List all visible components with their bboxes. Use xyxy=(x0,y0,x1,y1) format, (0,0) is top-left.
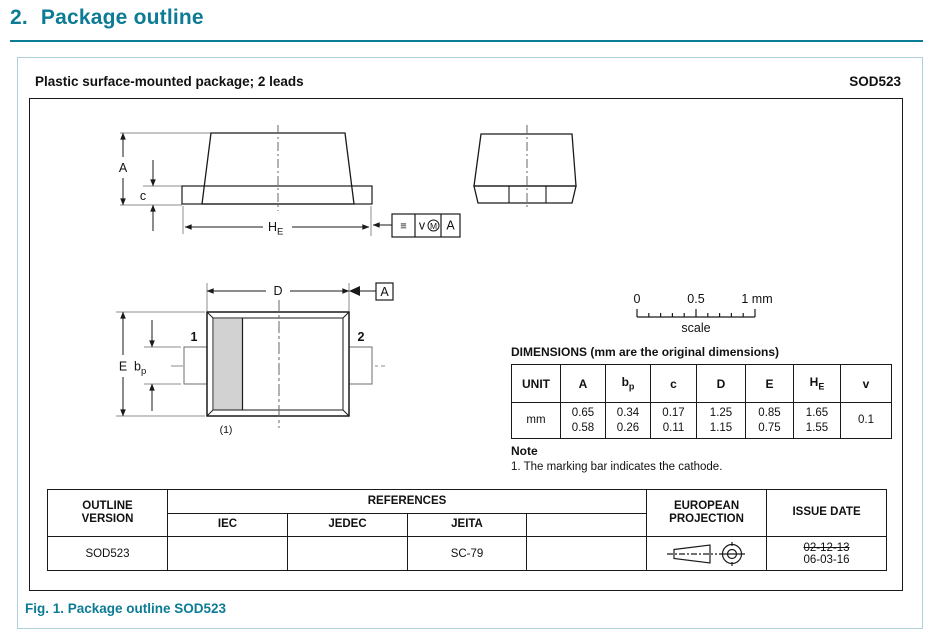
figure-subtitle: Plastic surface-mounted package; 2 leads xyxy=(35,74,304,89)
cell-iec xyxy=(168,537,288,571)
header-references: REFERENCES xyxy=(168,490,647,514)
marking-bar xyxy=(214,319,242,410)
issue-date-new: 06-03-16 xyxy=(803,553,850,566)
datum-a-letter: A xyxy=(380,285,389,299)
header-jedec: JEDEC xyxy=(288,514,408,537)
col-header-he: $H_E$ xyxy=(794,365,841,403)
cell-jedec xyxy=(288,537,408,571)
value-cell-he: 1.65 1.55 xyxy=(794,403,841,439)
section-title-text: Package outline xyxy=(40,6,204,29)
datum-a-flag xyxy=(349,283,393,300)
value-cell-a: 0.65 0.58 xyxy=(561,403,606,439)
dim-label-bp: $b_p$ xyxy=(134,359,147,377)
pin-1-label: 1 xyxy=(190,330,198,344)
scale-tick-05: 0.5 xyxy=(687,292,705,306)
pin-2-label: 2 xyxy=(357,330,365,344)
dim-label-e: E xyxy=(118,359,128,374)
symmetry-icon: ≡ xyxy=(400,220,407,233)
lead-1 xyxy=(184,347,207,384)
side-view xyxy=(119,125,460,238)
dim-label-d: D xyxy=(273,284,283,298)
tolerance-frame xyxy=(373,214,460,237)
col-header-unit: UNIT xyxy=(512,365,561,403)
dimensions-table xyxy=(511,364,892,439)
package-code: SOD523 xyxy=(849,74,901,89)
header-outline-version: OUTLINE VERSION xyxy=(48,490,168,537)
cell-issue-date xyxy=(767,537,887,571)
value-cell-bp: 0.34 0.26 xyxy=(606,403,651,439)
note-reference: (1) xyxy=(219,424,233,436)
dim-label-he: $H_E$ xyxy=(268,220,284,238)
value-cell-c: 0.17 0.11 xyxy=(651,403,697,439)
section-number: 2. xyxy=(10,6,28,29)
mmc-modifier-letter: M xyxy=(429,220,438,231)
note-item-1: 1. The marking bar indicates the cathode. xyxy=(511,461,723,473)
value-cell-e: 0.85 0.75 xyxy=(746,403,794,439)
header-iec: IEC xyxy=(168,514,288,537)
header-european-projection: EUROPEAN PROJECTION xyxy=(647,490,767,537)
value-cell-d: 1.25 1.15 xyxy=(697,403,746,439)
end-view xyxy=(474,125,576,210)
unit-cell: mm xyxy=(512,403,561,439)
scale-tick-0: 0 xyxy=(633,292,641,306)
dimensions-heading: DIMENSIONS (mm are the original dimensions) xyxy=(511,345,780,359)
col-header-bp: $b_p$ xyxy=(606,365,651,403)
cell-projection xyxy=(647,537,767,571)
scale-bar xyxy=(634,292,773,335)
value-cell-v: 0.1 xyxy=(841,403,892,439)
cell-blank xyxy=(527,537,647,571)
col-header-c: c xyxy=(651,365,697,403)
top-view xyxy=(116,283,393,436)
drawing-area xyxy=(29,98,903,591)
col-header-e: E xyxy=(746,365,794,403)
dim-label-a: A xyxy=(118,161,128,175)
references-table xyxy=(47,489,887,571)
col-header-a: A xyxy=(561,365,606,403)
lead-2 xyxy=(349,347,372,384)
col-header-d: D xyxy=(697,365,746,403)
scale-tick-1mm: 1 mm xyxy=(741,292,773,306)
first-angle-projection-icon xyxy=(664,541,750,567)
issue-date-old: 02-12-13 xyxy=(803,541,850,554)
header-blank xyxy=(527,514,647,537)
page-title xyxy=(10,6,204,30)
tolerance-value: v xyxy=(418,218,426,233)
note-heading: Note xyxy=(511,444,538,458)
figure-frame xyxy=(17,57,923,629)
header-jeita: JEITA xyxy=(408,514,527,537)
cell-outline-version: SOD523 xyxy=(48,537,168,571)
figure-caption: Fig. 1. Package outline SOD523 xyxy=(25,601,227,616)
header-issue-date: ISSUE DATE xyxy=(767,490,887,537)
scale-label: scale xyxy=(681,321,711,335)
cell-jeita: SC-79 xyxy=(408,537,527,571)
title-rule xyxy=(10,40,923,42)
col-header-v: v xyxy=(841,365,892,403)
dim-label-c: c xyxy=(139,189,147,203)
tolerance-datum: A xyxy=(446,218,455,233)
